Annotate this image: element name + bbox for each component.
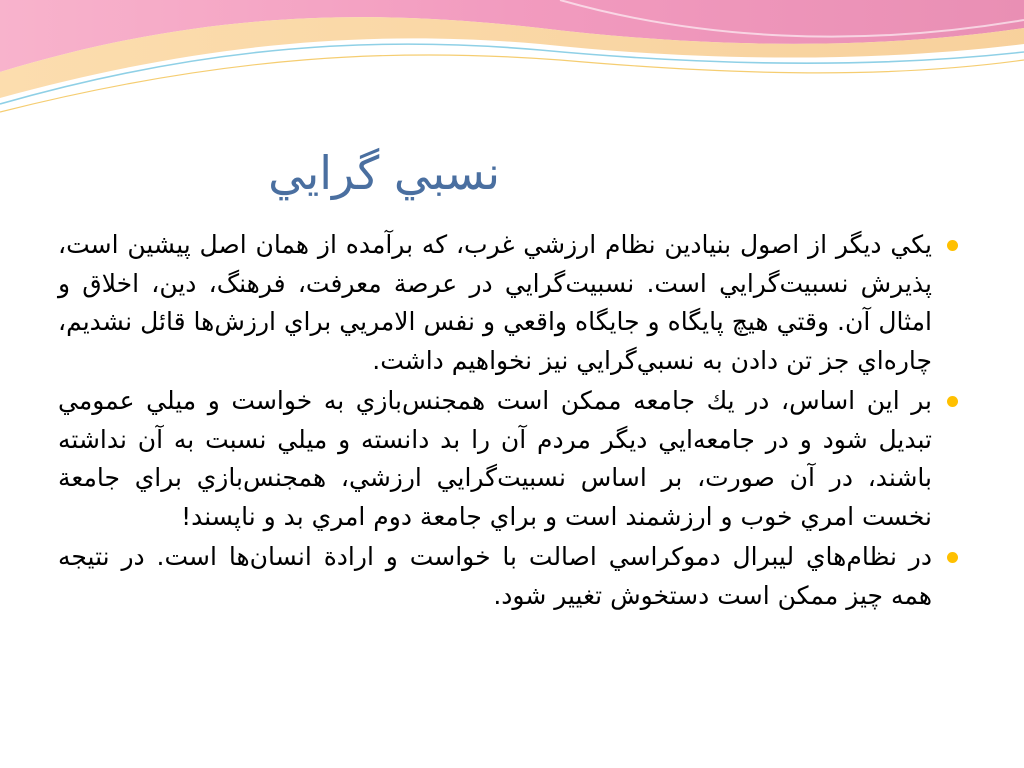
bullet-item <box>58 538 966 615</box>
bullet-item <box>58 226 966 380</box>
slide-title: نسبي گرايي <box>268 146 500 200</box>
bullet-dot-icon <box>947 396 958 407</box>
bullet-text: در نظام‌هاي ليبرال دموكراسي اصالت با خواست و ارادة انسان‌ها است. در نتيجه همه چيز ممكن است دستخوش تغيير شود. <box>58 542 932 610</box>
bullet-dot-icon <box>947 240 958 251</box>
bullet-text: بر اين اساس، در يك جامعه ممكن است همجنس‌بازي به خواست و ميلي عمومي تبديل شود و در جامعه‌ايي ديگر مردم آن را بد دانسته و ميلي نسبت به آن نداشته باشند، در آن صورت، بر اساس نسبيت‌گرايي ارزشي، همجنس‌بازي براي جامعة نخست امري خوب و ارزشمند است و براي جامعة دوم امري بد و ناپسند! <box>58 386 932 531</box>
bullet-text: يكي ديگر از اصول بنيادين نظام ارزشي غرب، كه برآمده از همان اصل پيشين است، پذيرش نسبيت‌گرايي است. نسبيت‌گرايي در عرصة معرفت، فرهنگ، دين، اخلاق و امثال آن. وقتي هيچ پايگاه و جايگاه واقعي و نفس الامريي براي ارزش‌ها قائل نشديم، چاره‌اي جز تن دادن به نسبي‌گرايي نيز نخواهيم داشت. <box>58 230 932 375</box>
wave-line-yellow <box>0 55 1024 112</box>
bullet-item <box>58 382 966 536</box>
bullet-list <box>58 226 966 617</box>
bullet-dot-icon <box>947 552 958 563</box>
